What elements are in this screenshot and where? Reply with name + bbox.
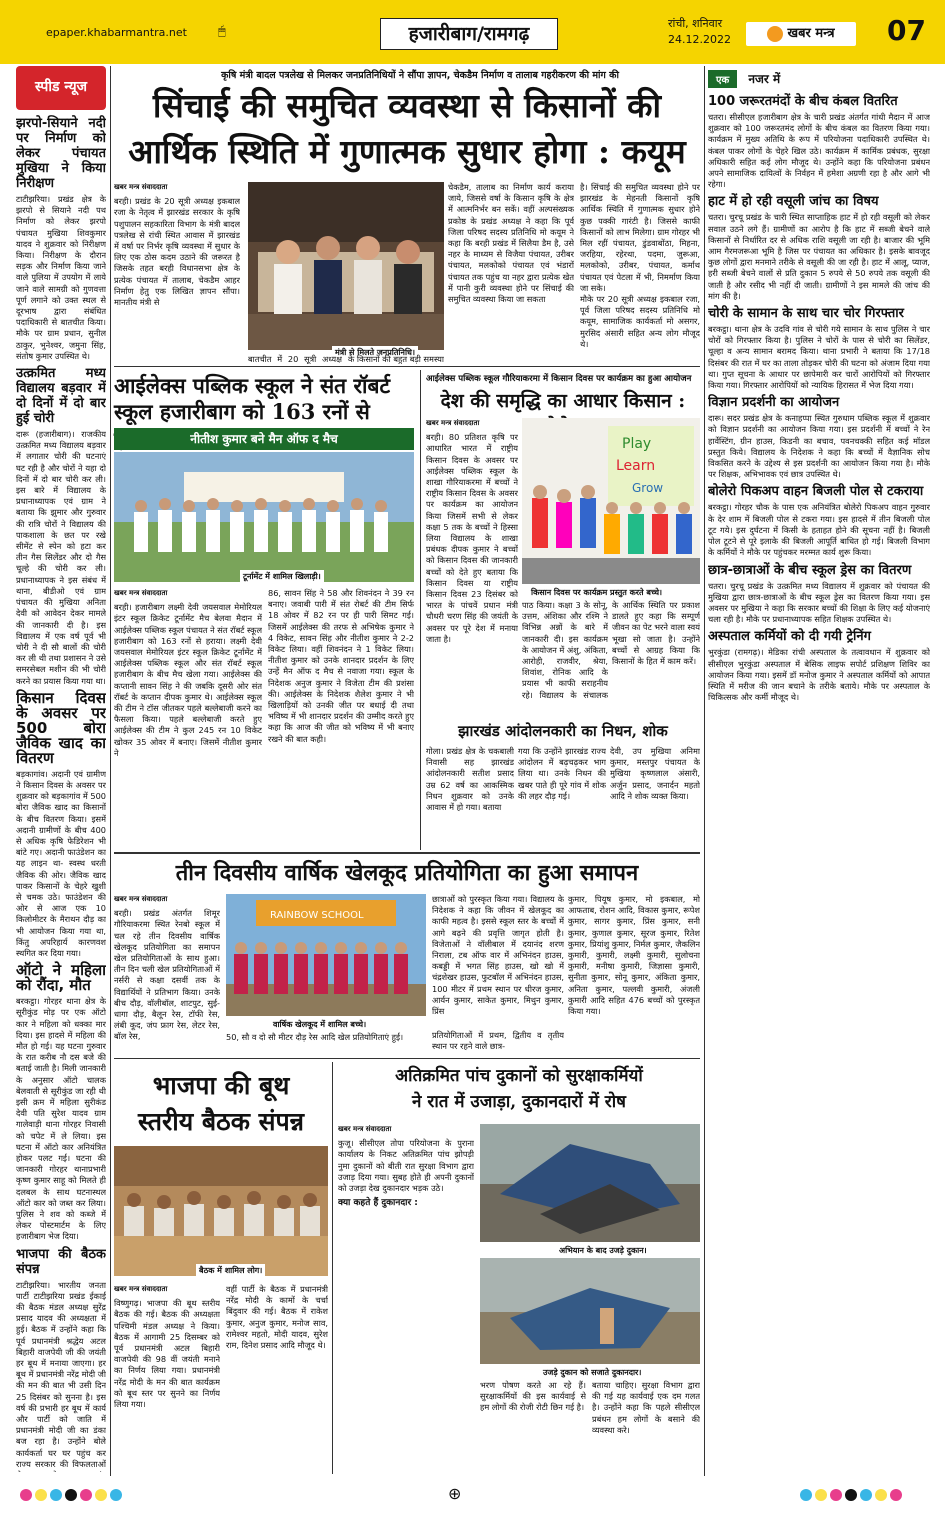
sports-col-3b xyxy=(432,1030,564,1054)
kisan-photo-caption: किसान दिवस पर कार्यक्रम प्रस्तुत करते बच्चे। xyxy=(528,586,665,599)
cricket-col-2 xyxy=(268,588,414,850)
shops-text: बताया चाहिए। सुरक्षा विभाग द्वारा की गई यह कार्यवाई एक दम गलत है। उन्होंने कहा कि पहले सीसीएल प्रबंधन हम लोगों के बसाने की व्यवस्था करे। xyxy=(592,1380,700,1435)
photo-image xyxy=(480,1124,700,1242)
cricket-text: बरही। हजारीबाग लक्ष्मी देवी जयसवाल मेमोरियल इंटर स्कूल क्रिकेट टूर्नामेंट मैच बेलवा मैदान में आईलेक्स पब्लिक स्कूल पंचायत ने संत रॉबर्ट स्कूल हजारीबाग को 163 रनों से हराया। लक्ष्मी देवी जयसवाल मेमोरियल इंटर स्कूल क्रिकेट टूर्नामेंट में आईलेक्स पब्लिक स्कूल और संत रॉबर्ट स्कूल हजारीबाग के बीच मैच खेला गया। आईलेक्स की कप्तानी सावन सिंह ने की जबकि दूसरी ओर संत रॉबर्ट के कप्तान दीपक कुमार थे। आईलेक्स स्कूल की टीम ने टॉस जीतकर पहले बल्लेबाजी करने का फैसला किया। पहले बल्लेबाजी करते हुए आईलेक्स की टीम ने कुल 245 रन 10 विकेट खोकर 35 ओवर में बनाए। जिसमें नीतीश कुमार ने xyxy=(114,602,262,758)
byline: खबर मन्त्र संवाददाता xyxy=(338,1125,392,1133)
brief-text: चतरा। चुरचू प्रखंड के उत्क्रमित मध्य विद्यालय में शुक्रवार को पंचायत की मुखिया द्वारा छात्र-छात्राओं के बीच स्कूल ड्रेस का वितरण किया गया। इस अवसर पर मुखिया ने कहा कि सरकार बच्चों की शिक्षा के लिए कई योजनाएं चला रही है। मौके पर प्रधानाध्यापक सहित शिक्षक उपस्थित थे। xyxy=(708,580,930,625)
obit-col-2 xyxy=(518,746,606,850)
byline: खबर मन्त्र संवाददाता xyxy=(114,183,168,191)
speed-news-label: स्पीड न्यूज xyxy=(34,79,88,95)
left-item-text: बरकट्ठा। गोरहर थाना क्षेत्र के सूरीकुंड मोड़ पर एक ऑटो कार ने महिला को धक्का मार दिया। इस हादसे में महिला की मौत हो गई। यह घटना गुरुवार के रात करीब नौ दस बजे की बताई जाती है। मिली जानकारी के अनुसार ऑटो चालक बेलवाती से सूरीकुंड जा रही थी इसी क्रम में महिला सुरीकंड देवी पति सुरेश यादव ग्राम गालेवाड़ी थाना गोरहर निवासी को चपेट में ले लिया। इस घटना में ऑटो कार अनियंत्रित होकर पलट गई। घटना की जानकारी गोरहर थानाप्रभारी कृष्ण कुमार साहू को मिलते ही दलबल के साथ घटनास्थल ऑटो कार को जब्त कर लिया। पुलिस ने शव को कब्जे में लेकर पोस्टमार्टम के लिए हजारीबाग भेज दिया। xyxy=(16,996,106,1242)
sports-text: 50, सौ व दो सौ मीटर दौड़ रेस आदि खेल प्रतियोगिताएं हुई। xyxy=(226,1032,404,1042)
brief-text: चतरा। चुरचू प्रखंड के चारी स्थित साप्ताहिक हाट में हो रही वसूली को लेकर सवाल उठने लगे हैं। ग्रामीणों का आरोप है कि हाट में सब्जी बेचने वाले किसानों से निर्धारित दर से अधिक राशि वसूली जा रही है। बाजार की भूमि आम गैरमजरूआ भूमि है जिस पर पंचायत का अधिकार है। इसके बावजूद कुछ लोगों द्वारा मनमाने तरीके से वसूली की जा रही है। हाट में आलू, प्याज, हरी सब्जी बेचने वालों से प्रति दुकान 5 रुपये से 50 रुपये तक वसूली की जाती है और रसीद भी नहीं दी जाती। ग्रामीणों ने इस मामले की जांच की मांग की है। xyxy=(708,212,930,301)
left-item-headline: भाजपा की बैठक संपन्न xyxy=(16,1246,106,1277)
svg-text:Learn: Learn xyxy=(616,458,656,474)
svg-text:Play: Play xyxy=(622,436,652,452)
photo-image xyxy=(480,1258,700,1364)
registration-marks-left xyxy=(20,1486,125,1500)
left-item-headline: ऑटो ने महिला को रौंदा, मौत xyxy=(16,961,106,995)
brief-item xyxy=(708,629,930,703)
city-day: रांची, शनिवार xyxy=(668,17,723,30)
crosshair-icon: ⊕ xyxy=(448,1484,462,1503)
kisan-headline: देश की समृद्धि का आधार किसान : xyxy=(440,390,686,412)
kisan-col-1 xyxy=(426,418,518,700)
shops-text: भरण पोषण करते आ रहे हैं। सुरक्षाकर्मियों की इस कार्यवाई से हम लोगों की रोजी रोटी छिन गई है। xyxy=(480,1380,586,1413)
byline: खबर मन्त्र संवाददाता xyxy=(114,1285,168,1293)
left-item xyxy=(16,116,106,362)
photo-image xyxy=(114,452,414,582)
left-item-text: टाटीझरिया। भारतीय जनता पार्टी टाटीझरिया प्रखंड ईकाई की बैठक मंडल अध्यक्ष सुरेंद्र प्रसाद यादव की अध्यक्षता में हुई। बैठक में उन्होंने कहा कि पूर्व प्रधानमंत्री श्रद्धेय अटल बिहारी वाजपेयी जी की जयंती हर बूथ में मनाया जाएगा। हर बूथ में प्रधानमंत्री नरेंद्र मोदी जी की मन की बात भी उसी दिन 25 दिसंबर को सुनना है। इस वर्ष की प्रभारी हर बूथ में कार्य और पार्टी को जाति में प्रधानमंत्री मोदी जी का डंका बज रहा है। उन्होंने बोले कार्यकर्ता घर घर पहुंच कर राज्य सरकार की विफलताओं xyxy=(16,1279,106,1469)
brief-text: भुरकुंडा (रामगढ़)। मेडिका रांची अस्पताल के तत्वावधान में शुक्रवार को सीसीएल भुरकुंडा अस्पताल में बेसिक लाइफ सपोर्ट प्रशिक्षण शिविर का आयोजन किया गया। इसमें डॉ मनोज कुमार ने अस्पताल कर्मियों को आपात स्थिति में मरीज की जान बचाने के तरीके बताये। मौके पर अस्पताल के चिकित्सक और कर्मी मौजूद थे। xyxy=(708,647,930,703)
obit-text: गोला। प्रखंड क्षेत्र के चकबाली निवासी सह झारखंड आंदोलनकारी सतीश प्रसाद उम्र 62 वर्ष का आकस्मिक निधन शुक्रवार को उनके आवास में हो गया। बताया xyxy=(426,746,514,813)
main-col-1 xyxy=(114,182,240,360)
cricket-team-photo xyxy=(114,452,414,582)
brief-headline: 100 जरूरतमंदों के बीच कंबल वितरित xyxy=(708,94,898,109)
sports-photo-caption: वार्षिक खेलकूद में शामिल बच्चे। xyxy=(270,1018,369,1031)
column-rule xyxy=(110,66,111,1476)
sports-text: कुमार, पियूष कुमार, मो इकबाल, मो आफताब, रोशन आदि, विकास कुमार, रूपेश कुमार, सागर कुमार, प्रिंस कुमार, सनी कुमार, कुणाल कुमार, सूरज कुमार, रितेश कुमार, प्रियांशु कुमार, निर्मल कुमार, जैकलिन कुमारी, कुमारी, लक्ष्मी कुमारी, सुलोचना कुमारी, मनीषा कुमारी, जिज्ञासा कुमारी, सुनीता कुमार, सोनू कुमार, अंकिता कुमार, अनिता कुमार, पल्लवी कुमारी, अंजली कुमारी आदि सहित 476 बच्चों को पुरस्कृत किया गया। xyxy=(568,894,700,1017)
bjp-photo-caption: बैठक में शामिल लोग। xyxy=(196,1264,265,1277)
story-divider xyxy=(114,852,700,854)
cricket-headline-line1: आईलेक्स पब्लिक स्कूल ने संत रॉबर्ट xyxy=(114,373,391,398)
brief-item xyxy=(708,395,930,480)
obit-col-1 xyxy=(426,746,514,850)
left-column xyxy=(16,112,106,1472)
brief-item xyxy=(708,484,930,558)
svg-text:Grow: Grow xyxy=(632,481,664,495)
brand-logo xyxy=(746,22,856,46)
man-of-match-banner: नीतीश कुमार बने मैन ऑफ द मैच xyxy=(114,428,414,450)
bjp-headline-line2: स्तरीय बैठक संपन्न xyxy=(138,1107,304,1136)
cricket-photo-caption: टूर्नामेंट में शामिल खिलाड़ी। xyxy=(240,570,324,583)
photo-image xyxy=(226,894,426,1016)
column-rule xyxy=(704,66,705,1476)
sports-text: प्रतियोगिताओं में प्रथम, द्वितीय व तृतीय स्थान पर रहने वाले छात्र- xyxy=(432,1030,564,1052)
bjp-col-1 xyxy=(114,1284,220,1474)
right-column xyxy=(708,90,930,1474)
byline: खबर मन्त्र संवाददाता xyxy=(426,419,480,427)
minister-meeting-photo xyxy=(248,182,444,350)
byline: खबर मन्त्र संवाददाता xyxy=(114,895,168,903)
brief-headline: छात्र-छात्राओं के बीच स्कूल ड्रेस का वितरण xyxy=(708,562,912,578)
brief-text: चतरा। सीसीएल हजारीबाग क्षेत्र के चारी प्रखंड अंतर्गत गांधी मैदान में आज शुक्रवार को 100 जरूरतमंद लोगों के बीच कंबल का वितरण किया गया। कार्यक्रम में मुख्य अतिथि के रूप में परियोजना पदाधिकारी उपस्थित थे। कंबल पाकर लोगों के चेहरे खिल उठे। कार्यक्रम में कार्मिक प्रबंधक, सुरक्षा अधिकारी सहित कई लोग मौजूद थे। उन्होंने कहा कि परियोजना प्रबंधन अपने सामाजिक दायित्वों के निर्वहन में हमेशा अग्रणी रहा है और आगे भी रहेगा। xyxy=(708,112,930,190)
left-item-text: बड़कागांव। अदानी एवं ग्रामीण ने किसान दिवस के अवसर पर शुक्रवार को बड़कागांव में 500 बोरा जैविक खाद का किसानों के बीच वितरण किया। इसमें अदानी ग्रामीणों के बीच 400 से अधिक कृषि फेडिरेशन भी बांटे गए। अदानी फाउंडेशन का यह लाइन था- स्वस्थ धरती जैविक की ओर। जैविक खाद पाकर किसानों के चेहरे खुशी से चमक उठे। फाउंडेशन की ओर से आज एक 10 किलोमीटर के मैराथन दौड़ का भी आयोजन किया गया था, किंतु अपरिहार्य कारणवश स्थगित कर दिया गया। xyxy=(16,768,106,958)
obituary-headline: झारखंड आंदोलनकारी का निधन, शोक xyxy=(458,722,668,740)
byline: खबर मन्त्र संवाददाता xyxy=(114,589,168,597)
obit-col-3 xyxy=(610,746,700,850)
column-rule xyxy=(332,1062,333,1474)
kisan-col-3 xyxy=(612,600,700,700)
brand-name: खबर मन्त्र xyxy=(787,26,835,41)
dateline xyxy=(668,16,731,48)
left-item xyxy=(16,1247,106,1472)
main-col-5 xyxy=(580,182,700,360)
column-rule xyxy=(420,370,421,850)
shops-headline-line2: ने रात में उजाड़ा, दुकानदारों में रोष xyxy=(412,1092,626,1112)
speed-news-logo xyxy=(16,66,106,110)
main-text: मौके पर 20 सूत्री अध्यक्ष इकबाल रजा, पूर्व जिला परिषद सदस्य प्रतिनिधि मो कयूम, सामाजिक कार्यकर्ता मो असगर, मुरसिद अंसारी सहित अन्य लोग मौजूद थे। xyxy=(580,294,700,349)
bjp-headline-line1: भाजपा की बूथ xyxy=(152,1071,290,1100)
left-item-text: टाटीझरिया। प्रखंड क्षेत्र के झरपो से सियाने नदी पथ निर्माण को लेकर झरपो पंचायत मुखिया शिवकुमार यादव ने शुक्रवार को निरीक्षण किया। निरीक्षण के दौरान सड़क और निर्माण किया जाने वाले पुलिया में उपयोग में लाये जाने वाले सामग्री को गुणवत्ता पूर्ण लगाने को उक्त स्थल से दूरभाष द्वारा संबंधित पदाधिकारी से बातचीत किया। मौके पर ग्राम प्रधान, सुनील ठाकुर, भुनेश्वर, जमुना सिंह, संतोष कुमार उपस्थित थे। xyxy=(16,194,106,361)
kisan-text: पाठ किया। कक्षा 3 के सोनू, उत्तम, अंशिका और रश्मि ने विभिन्न अन्नों के बारे में जानकारी दी। इस कार्यक्रम के आयोजन में अंशु, अंकिता, आरोही, राजवीर, श्रेया, शिवांश, रोनिक आदि के प्रयास भी काफी सराहनीय रहे। विद्यालय के संचालक xyxy=(522,600,608,700)
ek-nazar-banner xyxy=(708,68,930,86)
left-item xyxy=(16,366,106,687)
svg-text:RAINBOW SCHOOL: RAINBOW SCHOOL xyxy=(270,910,364,921)
kisan-text: बरही। 80 प्रतिशत कृषि पर आधारित भारत में राष्ट्रीय किसान दिवस के अवसर पर आईलेक्स पब्लिक स्कूल के शाखा गौरियाकरमा में बच्चों ने राष्ट्रीय किसान दिवस के अवसर पर कार्यक्रम का आयोजन किया जिसमें सभी से लेकर कक्षा 5 तक के बच्चों ने हिस्सा लिया विद्यालय के शाखा प्रबंधक दीपक कुमार ने बच्चों को किसान दिवस की जानकारी बच्चों को देते हुए बताया कि किसान दिवस या राष्ट्रीय किसान दिवस 23 दिसंबर को भारत के पांचवें प्रधान मंत्री चौधरी चरण सिंह की जयंती के अवसर पर पूरे देश में मनाया जाता है। xyxy=(426,432,518,644)
cricket-headline-line2: स्कूल हजारीबाग को 163 रनों से xyxy=(114,399,370,424)
sports-text: छात्राओं को पुरस्कृत किया गया। विद्यालय के निदेशक ने कहा कि जीवन में खेलकूद का काफी महत्व है। इससे स्कूल स्तर के बच्चों में आगे बढ़ने की प्रवृत्ति जागृत होती है। विजेताओं ने वॉलीबाल में दयानंद शरण निराला, टब ऑफ वार में अभिनंदन हाउस, कबड्डी में भगत सिंह हाउस, खो खो में चंद्रशेखर हाउस, फुटबॉल में अभिनंदन हाउस, 100 मीटर में प्रथम स्थान पर धीरज कुमार, आर्यन कुमार, साकेत कुमार, मिथुन कुमार, प्रिंस xyxy=(432,894,564,1017)
cursor-icon: 🖱 xyxy=(218,24,226,39)
main-col-3 xyxy=(348,354,444,364)
main-kicker: कृषि मंत्री बादल पत्रलेख से मिलकर जनप्रतिनिधियों ने सौंपा ज्ञापन, चेकडैम निर्माण व तालाब गहरीकरण की मांग की xyxy=(221,70,619,81)
brief-item xyxy=(708,563,930,626)
kisan-col-2 xyxy=(522,600,608,700)
brief-text: दारू। सदर प्रखंड क्षेत्र के कनाहप्पा स्थित गुरुधाम पब्लिक स्कूल में शुक्रवार को विज्ञान प्रदर्शनी का आयोजन किया गया। इस प्रदर्शनी में बच्चों ने रेन हार्वेस्टिंग, ग्रीन हाउस, किडनी का बचाव, पवनचक्की सहित कई मॉडल प्रस्तुत किये। विद्यालय के निदेशक ने कहा कि बच्चों में वैज्ञानिक सोच विकसित करने के उद्देश्य से इस प्रदर्शनी का आयोजन किया गया है। मौके पर शिक्षक, अभिभावक एवं छात्र उपस्थित थे। xyxy=(708,413,930,480)
photo-image xyxy=(522,418,700,584)
brief-headline: विज्ञान प्रदर्शनी का आयोजन xyxy=(708,395,840,411)
left-item-text: दारू (हजारीबाग)। राजकीय उत्क्रमित मध्य विद्यालय बड़वार में लगातार चोरी की घटनाएं घट रही है और चोरों ने यहा दो दिनों में दो बार चोरी कर ली। इस बारे में विद्यालय के प्रधानाध्यापक एवं ग्राम ने बताया कि झुमार और गुरुवार की रात्रि चोरों ने विद्यालय की पाकशाला के छत पर रखे सीमेंट से स्पेन को हटा कर तीन गैस सिलेंडर और दो गैस चूल्हे की चोरी कर ली। प्रधानाध्यापक ने इस संबंध में थाना, बीडीओ एवं ग्राम पंचायत की मुखिया अनिता देवी को आवेदन देकर मामले की जानकारी दी है। इस विद्यालय में एक वर्ष पूर्व भी चोरी ने दी सौ बालों की चोरी कर ली थी तथा प्रशासन ने उसे समरसेबल मशीन की भी चोरी करने का प्रयास किया गया था। xyxy=(16,429,106,686)
brief-item xyxy=(708,306,930,391)
left-item-headline: किसान दिवस के अवसर पर 500 बोरा जैविक खाद का वितरण xyxy=(16,688,106,767)
photo-image xyxy=(114,1146,328,1276)
shop-photo-caption-2: उजड़े दुकान को सजाते दुकानदार। xyxy=(540,1366,644,1379)
left-item xyxy=(16,963,106,1242)
demolished-shop-photo xyxy=(480,1124,700,1242)
bjp-meeting-photo xyxy=(114,1146,328,1276)
main-col-4 xyxy=(448,182,574,360)
sports-day-photo xyxy=(226,894,426,1016)
shops-subhead: क्या कहते हैं दुकानदार : xyxy=(338,1198,418,1209)
brief-text: बरकट्ठा। गोरहर चौक के पास एक अनियंत्रित बोलेरो पिकअप वाहन गुरुवार के देर शाम में बिजली पोल से टकरा गया। इस हादसे में तीन बिजली पोल टूट गये। इस दुर्घटना में किसी के हताहत होने की सूचना नहीं है। बिजली पोल टूटने से पूरे इलाके की बिजली आपूर्ति बाधित हो गई। बिजली विभाग के कर्मियों ने मौके पर पहुंचकर मरम्मत कार्य शुरू किया। xyxy=(708,502,930,558)
sports-col-1 xyxy=(114,894,220,1084)
shops-headline-line1: अतिक्रमित पांच दुकानों को सुरक्षाकर्मियों xyxy=(395,1066,643,1086)
shops-text: कुजू। सीसीएल तोपा परियोजना के पुराना कार्यालय के निकट अतिक्रमित पांच झोपड़ी नुमा दुकानों को बीती रात सुरक्षा विभाग द्वारा उजाड़ दिया गया। सुबह होते ही अपनी दुकानों को उजड़ा देख दुकानदार भड़क उठे। xyxy=(338,1138,474,1194)
shops-col-2 xyxy=(480,1380,586,1474)
page-number: 07 xyxy=(887,14,926,47)
left-item xyxy=(16,688,106,959)
left-item-headline: उत्क्रमित मध्य विद्यालय बड़वार में दो दिनों में दो बार हुई चोरी xyxy=(16,366,106,427)
shops-col-1 xyxy=(338,1124,474,1474)
kisan-children-photo xyxy=(522,418,700,584)
cricket-text: 86, सावन सिंह ने 58 और शिवनंदन ने 39 रन बनाए। जवाबी पारी में संत रोबर्ट की टीम सिर्फ 18 ओवर में 82 रन पर ही पारी सिमट गई। जिसमें आईलेक्स की तरफ से अभिषेक कुमार ने 4 विकेट, सावन सिंह और नीतीश कुमार ने 2-2 विकेट लिया। वहीं शिवनंदन ने 1 विकेट लिया। नीतीश कुमार को उनके शानदार प्रदर्शन के लिए उन्हें मैन ऑफ द मैच से नवाजा गया। स्कूल के निदेशक अनुज कुमार ने विजेता टीम की प्रशंसा की। आईलेक्स के निदेशक शैलेश कुमार ने भी खिलाड़ियों को उनकी जीत पर बधाई दी तथा भविष्य में भी शानदार प्रदर्शन की उम्मीद करते हुए कहा कि आज की जीत को भविष्य में भी बनाए रखने की बात कही। xyxy=(268,588,414,744)
main-headline-line2: आर्थिक स्थिति में गुणात्मक सुधार होगा : कयूम xyxy=(128,132,686,171)
left-item-headline: झरपो-सियाने नदी पर निर्माण को लेकर पंचायत मुखिया ने किया निरीक्षण xyxy=(16,116,106,191)
main-headline-line1: सिंचाई की समुचित व्यवस्था से किसानों की xyxy=(152,86,662,125)
registration-marks-right xyxy=(800,1486,905,1500)
shops-col-3 xyxy=(592,1380,700,1474)
kisan-text: के आर्थिक स्थिति पर प्रकाश डालते हुए कहा कि सम्पूर्ण जीवन का पेट भरने वाला स्वयं भूखा सो जाता है। उन्होंने बच्चों से आग्रह किया कि किसानों के हित में काम करें। xyxy=(612,600,700,667)
minister-photo-caption: मंत्री से मिलते जनप्रतिनिधि। xyxy=(332,346,418,359)
brand-mark-icon xyxy=(767,26,783,42)
story-divider xyxy=(114,1058,700,1059)
obit-text: गया कि उन्होंने झारखंड राज्य आंदोलन में बढ़चढ़कर भाग लिया था। उनके निधन की खबर पाते ही पूरे गांव में शोक की लहर दौड़ गई। xyxy=(518,746,606,801)
issue-date: 24.12.2022 xyxy=(668,33,731,46)
main-col-2 xyxy=(248,354,342,364)
epaper-url[interactable]: epaper.khabarmantra.net xyxy=(46,26,187,39)
brief-item xyxy=(708,194,930,302)
sports-col-2 xyxy=(226,1032,426,1052)
nazar-me-label: नजर में xyxy=(748,72,781,86)
photo-image xyxy=(248,182,444,350)
obit-text: देवी, उप मुखिया अनिमा कुमार, मस्तपुर पंचायत के मुखिया कृष्णलाल अंसारी, अर्जुन प्रसाद, जनार्दन महतो आदि ने शोक व्यक्त किया। xyxy=(610,746,700,801)
brief-headline: अस्पताल कर्मियों को दी गयी ट्रेनिंग xyxy=(708,629,871,645)
brief-text: बरकट्ठा। थाना क्षेत्र के उदवि गांव से चोरी गये सामान के साथ पुलिस ने चार चोरों को गिरफ्तार किया है। पुलिस ने चोरों के पास से चोरी का सिलेंडर, चूल्हा व अन्य सामान बरामद किया। थाना प्रभारी ने बताया कि 17/18 दिसंबर की रात में घर का ताला तोड़कर चोरी की घटना को अंजाम दिया गया था। गुप्त सूचना के आधार पर छापेमारी कर चारों आरोपियों को गिरफ्तार किया गया। गिरफ्तार आरोपियों को न्यायिक हिरासत में भेज दिया गया। xyxy=(708,324,930,391)
bjp-text: विष्णुगढ़। भाजपा की बूथ स्तरीय बैठक की गई। बैठक की अध्यक्षता पश्चिमी मंडल अध्यक्ष ने किया। बैठक में आगामी 25 दिसम्बर को पूर्व प्रधानमंत्री अटल बिहारी वाजपेयी की 98 वीं जयंती मनाने का निर्णय लिया गया। प्रधानमंत्री नरेंद्र मोदी के मन की बात कार्यक्रम को बूथ स्तर पर सुनने का निर्णय लिया गया। xyxy=(114,1298,220,1410)
ek-tag: एक xyxy=(708,70,737,88)
shopkeepers-photo xyxy=(480,1258,700,1364)
brief-headline: हाट में हो रही वसूली जांच का विषय xyxy=(708,194,879,210)
main-text: के किसानों की बहुत बड़ी समस्या xyxy=(348,354,444,364)
main-text: बरही। प्रखंड के 20 सूत्री अध्यक्ष इकबाल रजा के नेतृत्व में झारखंड सरकार के कृषि पशुपालन सहकारिता विभाग के मंत्री बादल पत्रलेख से रांची स्थित आवास में झारखंड में वर्षा पर निर्भर कृषि व्यवस्था में सुधार के लिए एक ठोस कदम उठाने की जरूरत है जिसके तहत बरही विधानसभा क्षेत्र के प्रत्येक पंचायत में तालाब, चेकडैम आहर निर्माण हेतु एक लिखित ज्ञापन सौंपा। मानतीय मंत्री से xyxy=(114,196,240,308)
bjp-text: वहीं पार्टी के बैठक में प्रधानमंत्री नरेंद्र मोदी के कामों के चर्चा बिंदुवार की गई। बैठक में राकेश कुमार, अनुज कुमार, मनोज साव, रामेश्वर महतो, मोदी यादव, सुरेश राम, दिनेश प्रसाद आदि मौजूद थे। xyxy=(226,1284,328,1351)
brief-headline: बोलेरो पिकअप वाहन बिजली पोल से टकराया xyxy=(708,484,924,500)
story-divider xyxy=(114,366,700,367)
sports-col-4 xyxy=(568,894,700,1054)
main-text: चेकडैम, तालाब का निर्माण कार्य कराया जाये, जिससे वर्षा के किसान कृषि के क्षेत्र में आत्मनिर्भर बन सकें। वहीं अल्पसंख्यक प्रकोष्ठ के प्रखंड अध्यक्ष ने कहा कि पूर्व जिला परिषद सदस्य प्रतिनिधि मो कयूम ने कहा कि बरही प्रखंड में सिलैया डैम है, उसे नहर के माध्यम से विजैया पंचायत, उरीबर पंचायत, मलकोको पंचायत एवं भंडारों पंचायत तक पहुंच या नहर द्वारा प्रत्येक खेत में पानी कुरी व्यवस्था होने पर सिंचाई की समुचित व्यवस्था किया जा सकता xyxy=(448,182,574,305)
kisan-kicker: आईलेक्स पब्लिक स्कूल गौरियाकरमा में किसान दिवस पर कार्यक्रम का हुआ आयोजन xyxy=(426,374,692,384)
main-text: है। सिंचाई की समुचित व्यवस्था होने पर झारखंड के मेहनती किसानों कृषि आर्थिक स्थिति में गुणात्मक सुधार होने कुछ पक्की गारंटी है। जिससे काफी किसानों को लाभ मिलेगा। ग्राम गोरहर भी मिल रहीं पंचायत, डुंडवाबोंठा, मिहना, जरहिया, रहेरथा, पदमा, जुरूआ, मलकोको, उरीबर, पंचायत, कर्माथ पंचायत एवं पेटला में भी, निमर्माण किया जा सके। xyxy=(580,182,700,293)
brief-item xyxy=(708,94,930,190)
brief-headline: चोरी के सामान के साथ चार चोर गिरफ्तार xyxy=(708,306,904,322)
main-text: बातचीत में 20 सूत्री अध्यक्ष xyxy=(248,354,342,364)
bjp-col-2 xyxy=(226,1284,328,1474)
sports-headline: तीन दिवसीय वार्षिक खेलकूद प्रतियोगिता का हुआ समापन xyxy=(175,860,639,886)
shop-photo-caption-1: अभियान के बाद उजड़े दुकान। xyxy=(556,1244,650,1257)
cricket-col-1 xyxy=(114,588,262,850)
sports-text: बरही। प्रखंड अंतर्गत शिमूर गौरियाकरमा स्थित रेनबो स्कूल में चल रहे तीन दिवसीय वार्षिक खेलकूद प्रतियोगिता का समापन खेल प्रतियोगिताओं के साथ हुआ। तीन दिन चली खेल प्रतियोगिताओं में नर्सरी से कक्षा दसवीं तक के विद्यार्थियों ने प्रतिभाग किया। उनके बीच दौड़, वॉलीबॉल, शाटपुट, सुई-धागा दौड़, बैलून रेस, टॉफी रेस, लंबी कूद, जंप फ्राग रेस, लेटर रेस, बॉल रेस, xyxy=(114,908,220,1042)
section-name: हजारीबाग/रामगढ़ xyxy=(380,18,558,50)
